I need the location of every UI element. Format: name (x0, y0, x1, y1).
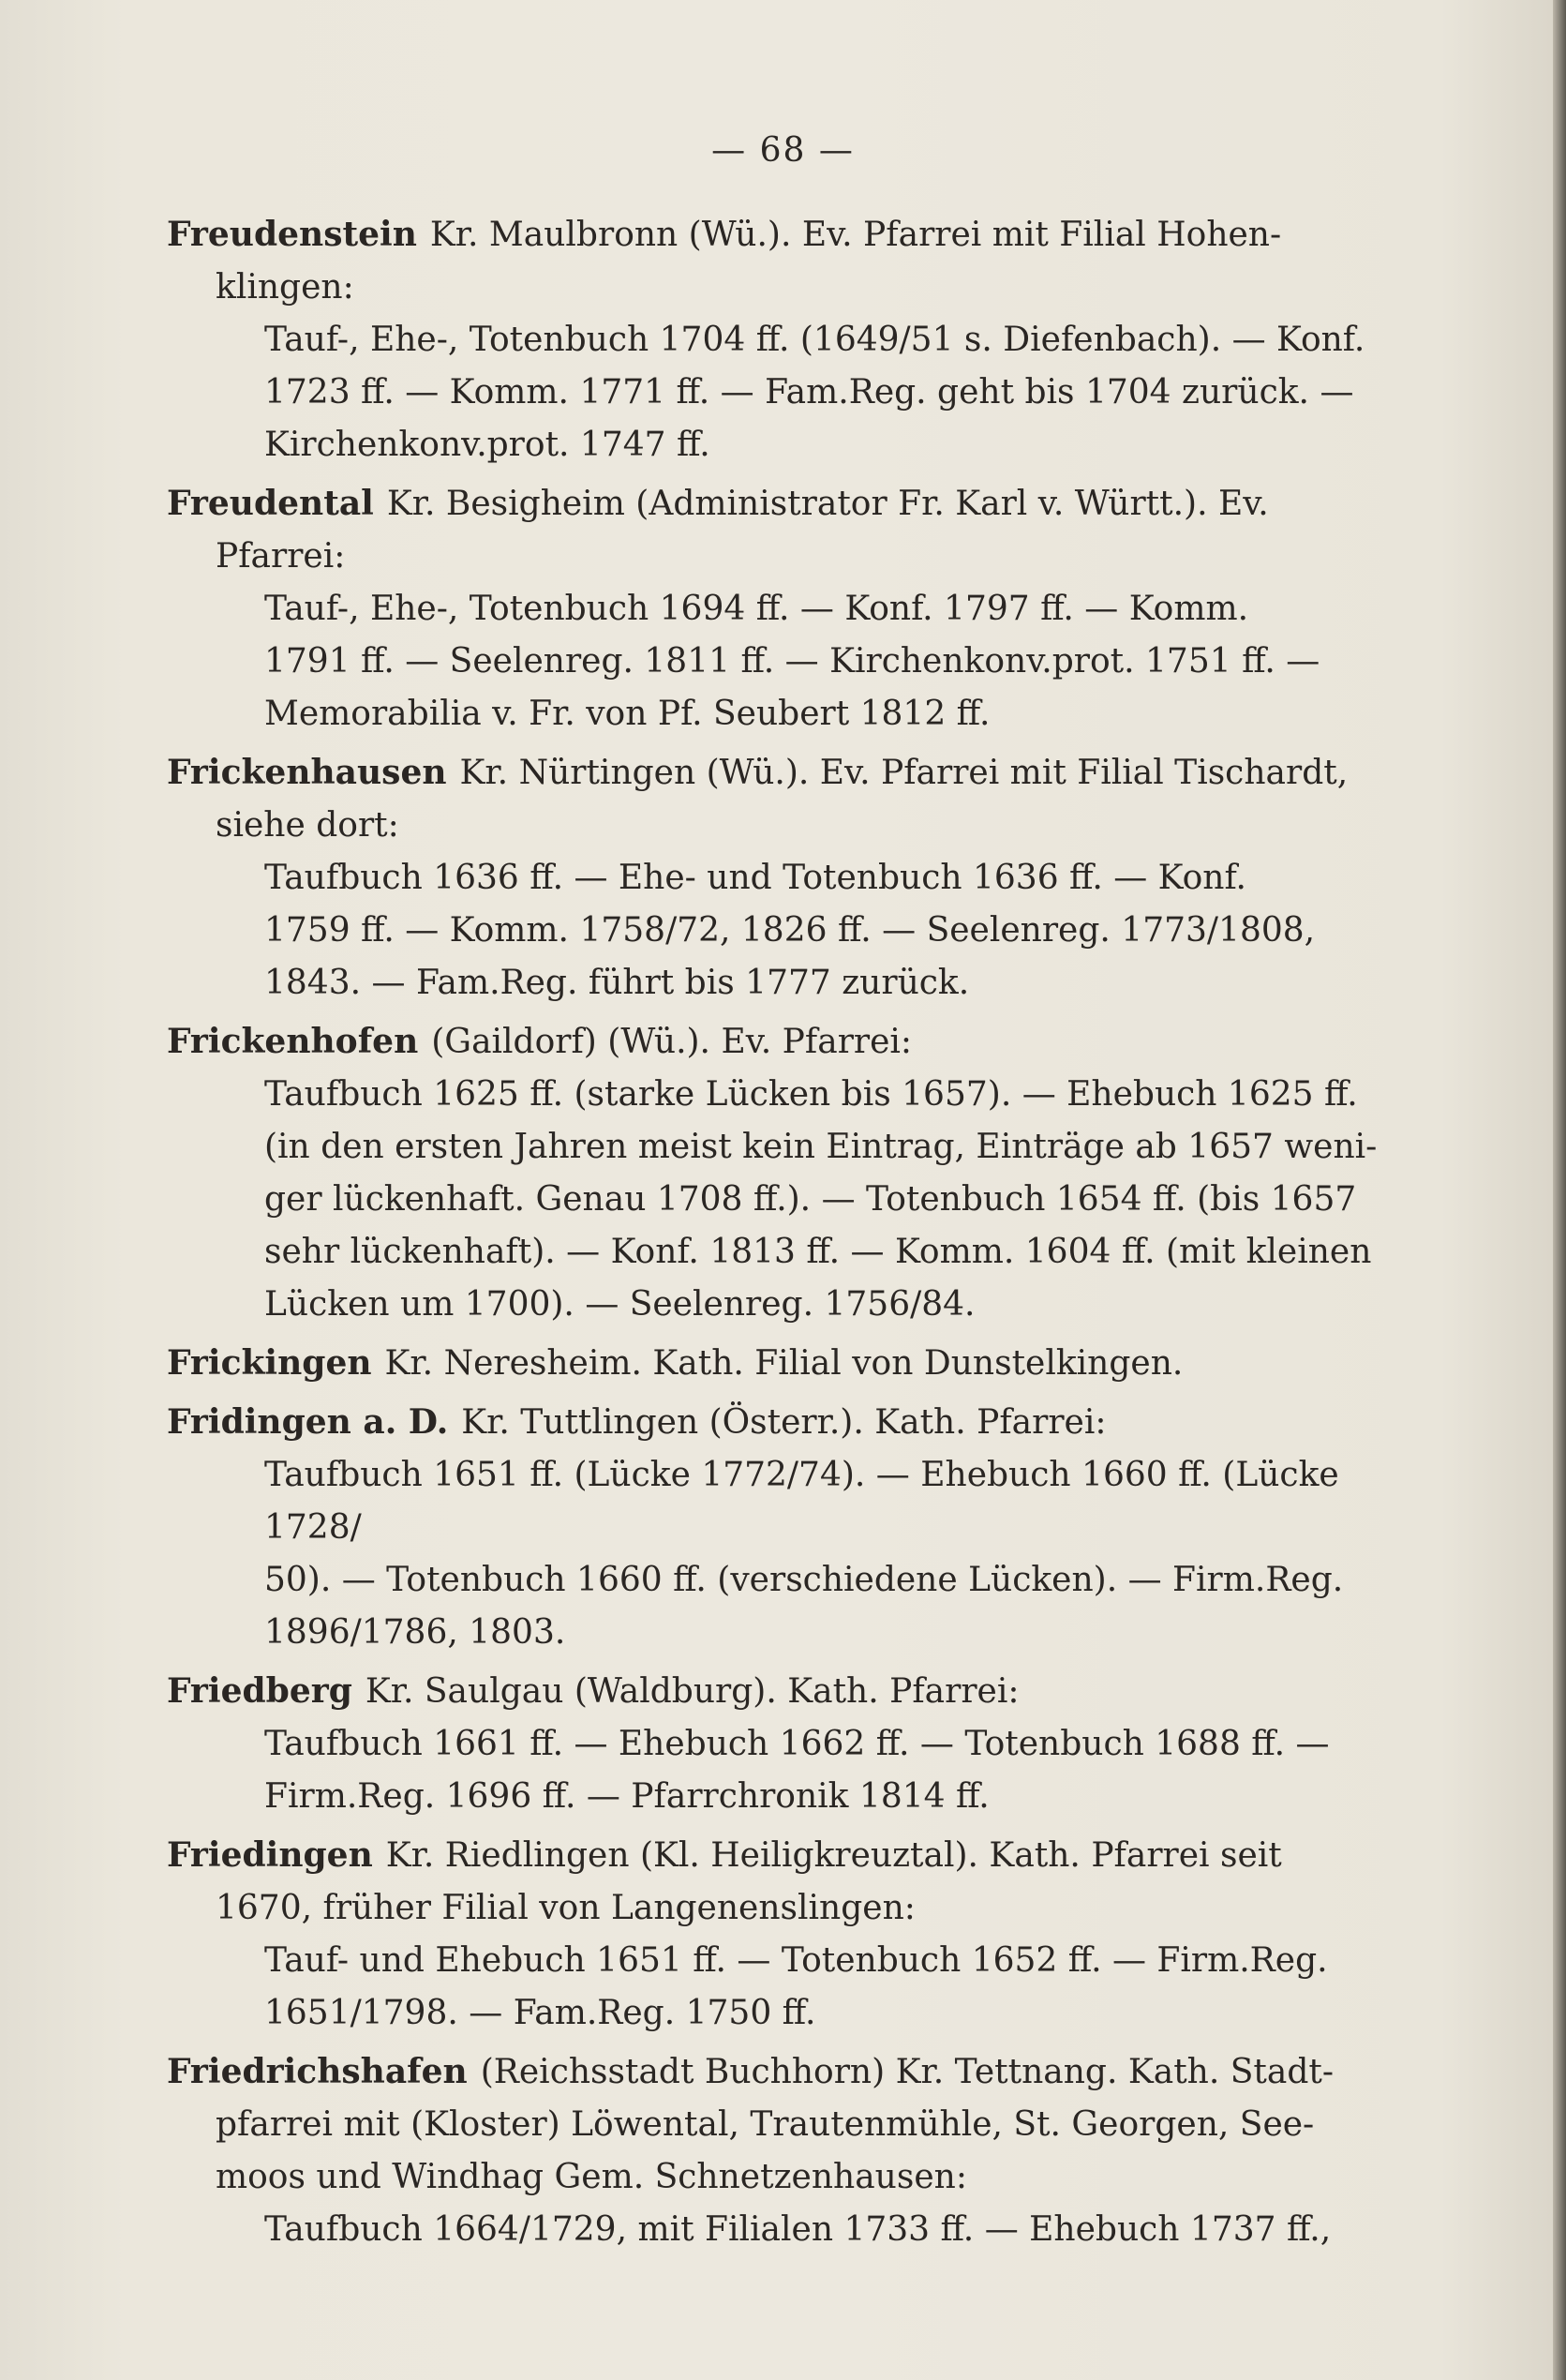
detail-line: Firm.Reg. 1696 ff. — Pfarrchronik 1814 ff. (264, 1777, 990, 1816)
entry-head-text: Kr. Maulbronn (Wü.). Ev. Pfarrei mit Filial Hohen- (429, 216, 1282, 254)
detail-line: sehr lückenhaft). — Konf. 1813 ff. — Komm. 1604 ff. (mit kleinen (264, 1233, 1372, 1271)
headword: Fridingen a. D. (167, 1402, 449, 1442)
page-body (167, 208, 1385, 2262)
detail-line: 1896/1786, 1803. (264, 1613, 566, 1652)
page-edge-shadow (1553, 0, 1566, 2380)
entry-head-text: Kr. Besigheim (Administrator Fr. Karl v. Württ.). Ev. (386, 485, 1269, 523)
entry-continuation: siehe dort: (216, 806, 399, 845)
entry-fridingen (167, 1396, 1385, 1659)
entry-frickingen (167, 1337, 1385, 1390)
entry-head-text: Kr. Riedlingen (Kl. Heiligkreuztal). Kath. Pfarrei seit (385, 1836, 1282, 1875)
detail-line: Tauf-, Ehe-, Totenbuch 1694 ff. — Konf. 1797 ff. — Komm. (264, 590, 1249, 628)
entry-frickenhofen (167, 1015, 1385, 1331)
detail-line: 1791 ff. — Seelenreg. 1811 ff. — Kirchenkonv.prot. 1751 ff. — (264, 642, 1320, 681)
detail-line: Taufbuch 1651 ff. (Lücke 1772/74). — Ehebuch 1660 ff. (Lücke 1728/ (264, 1456, 1339, 1547)
detail-line: Taufbuch 1664/1729, mit Filialen 1733 ff. — Ehebuch 1737 ff., (264, 2210, 1332, 2249)
headword: Frickenhausen (167, 753, 447, 792)
entry-freudental (167, 477, 1385, 741)
detail-line: (in den ersten Jahren meist kein Eintrag, Einträge ab 1657 weni- (264, 1128, 1378, 1166)
entry-head-text: Kr. Saulgau (Waldburg). Kath. Pfarrei: (365, 1672, 1020, 1711)
headword: Freudental (167, 484, 374, 523)
detail-line: Memorabilia v. Fr. von Pf. Seubert 1812 ff. (264, 695, 991, 733)
entry-head-text: (Gaildorf) (Wü.). Ev. Pfarrei: (431, 1023, 913, 1061)
detail-line: Lücken um 1700). — Seelenreg. 1756/84. (264, 1285, 976, 1324)
entry-freudenstein (167, 208, 1385, 472)
headword: Frickenhofen (167, 1022, 419, 1061)
entry-friedingen (167, 1829, 1385, 2040)
detail-line: Taufbuch 1661 ff. — Ehebuch 1662 ff. — Totenbuch 1688 ff. — (264, 1725, 1330, 1763)
detail-line: Taufbuch 1625 ff. (starke Lücken bis 1657). — Ehebuch 1625 ff. (264, 1075, 1358, 1114)
entry-continuation: 1670, früher Filial von Langenenslingen: (216, 1889, 916, 1927)
detail-line: ger lückenhaft. Genau 1708 ff.). — Totenbuch 1654 ff. (bis 1657 (264, 1180, 1357, 1219)
detail-line: Tauf- und Ehebuch 1651 ff. — Totenbuch 1652 ff. — Firm.Reg. (264, 1941, 1328, 1980)
detail-line: 50). — Totenbuch 1660 ff. (verschiedene Lücken). — Firm.Reg. (264, 1561, 1344, 1599)
detail-line: 1759 ff. — Komm. 1758/72, 1826 ff. — Seelenreg. 1773/1808, (264, 911, 1316, 950)
page-number: — 68 — (711, 131, 855, 170)
entry-head-text: Kr. Tuttlingen (Österr.). Kath. Pfarrei: (461, 1403, 1107, 1442)
entry-head-text: Kr. Neresheim. Kath. Filial von Dunstelkingen. (384, 1344, 1184, 1383)
entry-head-text: (Reichsstadt Buchhorn) Kr. Tettnang. Kath. Stadt- (480, 2053, 1335, 2091)
headword: Freudenstein (167, 215, 417, 254)
detail-line: Kirchenkonv.prot. 1747 ff. (264, 426, 710, 464)
headword: Friedrichshafen (167, 2052, 468, 2091)
detail-line: Taufbuch 1636 ff. — Ehe- und Totenbuch 1636 ff. — Konf. (264, 859, 1246, 897)
entry-frickenhausen (167, 746, 1385, 1010)
entry-continuation: klingen: (216, 268, 354, 307)
entry-head-text: Kr. Nürtingen (Wü.). Ev. Pfarrei mit Filial Tischardt, (459, 754, 1349, 792)
entry-continuation: Pfarrei: (216, 537, 346, 576)
headword: Friedingen (167, 1835, 373, 1875)
headword: Friedberg (167, 1671, 352, 1711)
detail-line: 1723 ff. — Komm. 1771 ff. — Fam.Reg. geht bis 1704 zurück. — (264, 373, 1354, 412)
entry-friedberg (167, 1665, 1385, 1823)
headword: Frickingen (167, 1343, 372, 1383)
detail-line: Tauf-, Ehe-, Totenbuch 1704 ff. (1649/51 s. Diefenbach). — Konf. (264, 321, 1365, 359)
detail-line: 1651/1798. — Fam.Reg. 1750 ff. (264, 1994, 816, 2032)
entry-continuation: pfarrei mit (Kloster) Löwental, Trautenmühle, St. Georgen, See- (216, 2105, 1315, 2144)
detail-line: 1843. — Fam.Reg. führt bis 1777 zurück. (264, 964, 970, 1002)
entry-friedrichshafen (167, 2045, 1385, 2256)
entry-continuation: moos und Windhag Gem. Schnetzenhausen: (216, 2158, 967, 2196)
